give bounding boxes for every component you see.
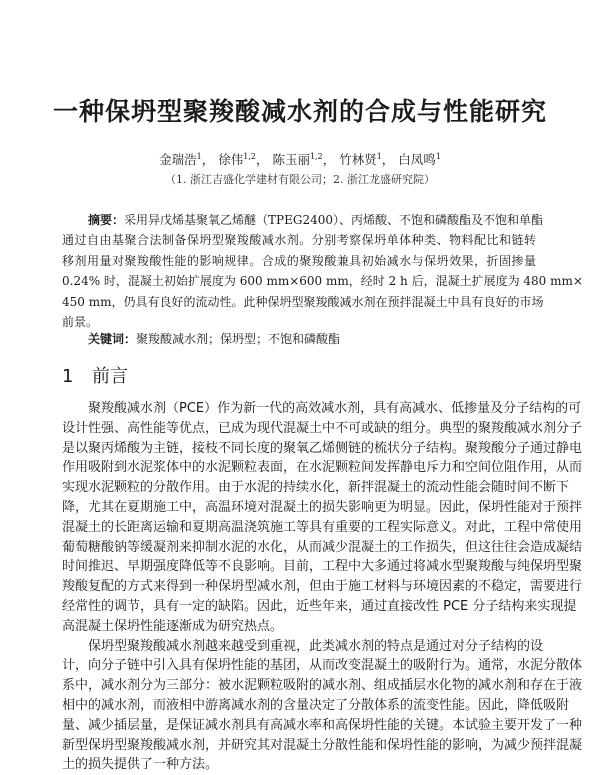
abstract-line: 通过自由基聚合法制备保坍型聚羧酸减水剂。分别考察保坍单体种类、物料配比和链转 [62,233,536,248]
section-heading [62,362,128,388]
body-line: 葡萄糖酸钠等缓凝剂来抑制水泥的水化，从而减少混凝土的工作损失，但这往往会造成凝结 [62,539,583,555]
body-line: 羧酸复配的方式来得到一种保坍型减水剂，但由于施工材料与环境因素的不稳定，需要进行 [62,579,583,595]
abstract-line: 0.24% 时，混凝土初始扩展度为 600 mm×600 mm，经时 2 h 后，混凝土扩展度为 480 mm× [62,274,583,289]
author-affiliation-mark: 1 [435,151,441,161]
author-name: 陈玉丽 [272,152,310,167]
body-line: 经常性的调节，具有一定的缺陷。因此，近些年来，通过直接改性 PCE 分子结构来实现提 [62,598,577,614]
separator: ， [255,152,269,167]
abstract-label: 摘要： [88,213,125,227]
abstract-line: 450 mm，仍具有良好的流动性。此种保坍型聚羧酸减水剂在预拌混凝土中具有良好的市场 [62,294,544,309]
author-affiliation-mark: 1 [196,151,202,161]
body-line: 是以聚丙烯酸为主链，接枝不同长度的聚氧乙烯侧链的梳状分子结构。聚羧酸分子通过静电 [62,440,583,456]
body-line: 保坍型聚羧酸减水剂越来越受到重视，此类减水剂的特点是通过对分子结构的设 [88,638,544,654]
body-text [62,399,583,775]
keywords-text: 聚羧酸减水剂；保坍型；不饱和磷酸酯 [136,332,341,346]
author-name: 徐伟 [218,152,244,167]
affiliations: （1. 浙江吉盛化学建材有限公司；2. 浙江龙盛研究院） [165,173,435,186]
author-name: 金瑞浩 [159,152,197,167]
section-number: 1 [62,366,74,387]
author-list [0,150,600,168]
author-affiliation-mark: 1 [376,151,382,161]
author-affiliation-mark: 1,2 [243,151,256,161]
body-line: 作用吸附到水泥浆体中的水泥颗粒表面，在水泥颗粒间发挥静电斥力和空间位阻作用，从而 [62,460,583,476]
abstract-line: 移剂用量对聚羧酸性能的影响规律。合成的聚羧酸兼具初始减水与保坍效果，折固掺量 [62,253,536,268]
body-line: 实现水泥颗粒的分散作用。由于水泥的持续水化，新拌混凝土的流动性能会随时间不断下 [62,480,570,496]
abstract-line: 前景。 [62,314,99,329]
body-line: 相中的减水剂，而液相中游离减水剂的含量决定了分散体系的流变性能。因此，降低吸附 [62,697,570,713]
abstract-line [62,210,543,230]
paper-title: 一种保坍型聚羧酸减水剂的合成与性能研究 [52,97,547,126]
abstract [62,210,583,332]
body-line: 系中，减水剂分为三部分：被水泥颗粒吸附的减水剂、组成插层水化物的减水剂和存在于液 [62,678,583,694]
separator: ， [381,152,395,167]
body-line: 土的损失提供了一种方法。 [62,757,219,773]
author-name: 白凤鸣 [398,152,436,167]
body-line: 量、减少插层量，是保证减水剂具有高减水率和高保坍性能的关键。本试验主要开发了一种 [62,717,583,733]
author-affiliation-mark: 1,2 [309,151,323,161]
body-line: 计，向分子链中引入具有保坍性能的基团，从而改变混凝土的吸附行为。通常，水泥分散体 [62,658,583,674]
body-line: 时间推迟、早期强度降低等不良影响。目前，工程中大多通过将减水型聚羧酸与纯保坍型聚 [62,559,583,575]
section-title: 前言 [92,366,128,387]
keywords-label: 关键词： [88,332,137,346]
separator: ， [201,152,215,167]
body-line: 高混凝土保坍性能逐渐成为研究热点。 [62,618,284,634]
body-line: 新型保坍型聚羧酸减水剂，并研究其对混凝土分散性能和保坍性能的影响，为减少预拌混凝 [62,737,583,753]
body-line: 设计性强、高性能等优点，已成为现代混凝土中不可或缺的组分。典型的聚羧酸减水剂分子 [62,420,583,436]
abstract-text: 采用异戊烯基聚氧乙烯醚（TPEG2400）、丙烯酸、不饱和磷酸酯及不饱和单酯 [124,213,543,227]
separator: ， [322,152,336,167]
body-line: 降，尤其在夏期施工中，高温环境对混凝土的损失影响更为明显。因此，保坍性能对于预拌 [62,499,583,515]
keywords [88,330,340,347]
body-line: 混凝土的长距离运输和夏期高温浇筑施工等具有重要的工程实际意义。对此，工程中常使用 [62,519,583,535]
body-line: 聚羧酸减水剂（PCE）作为新一代的高效减水剂，具有高减水、低掺量及分子结构的可 [88,401,582,416]
author-name: 竹林贤 [339,152,377,167]
